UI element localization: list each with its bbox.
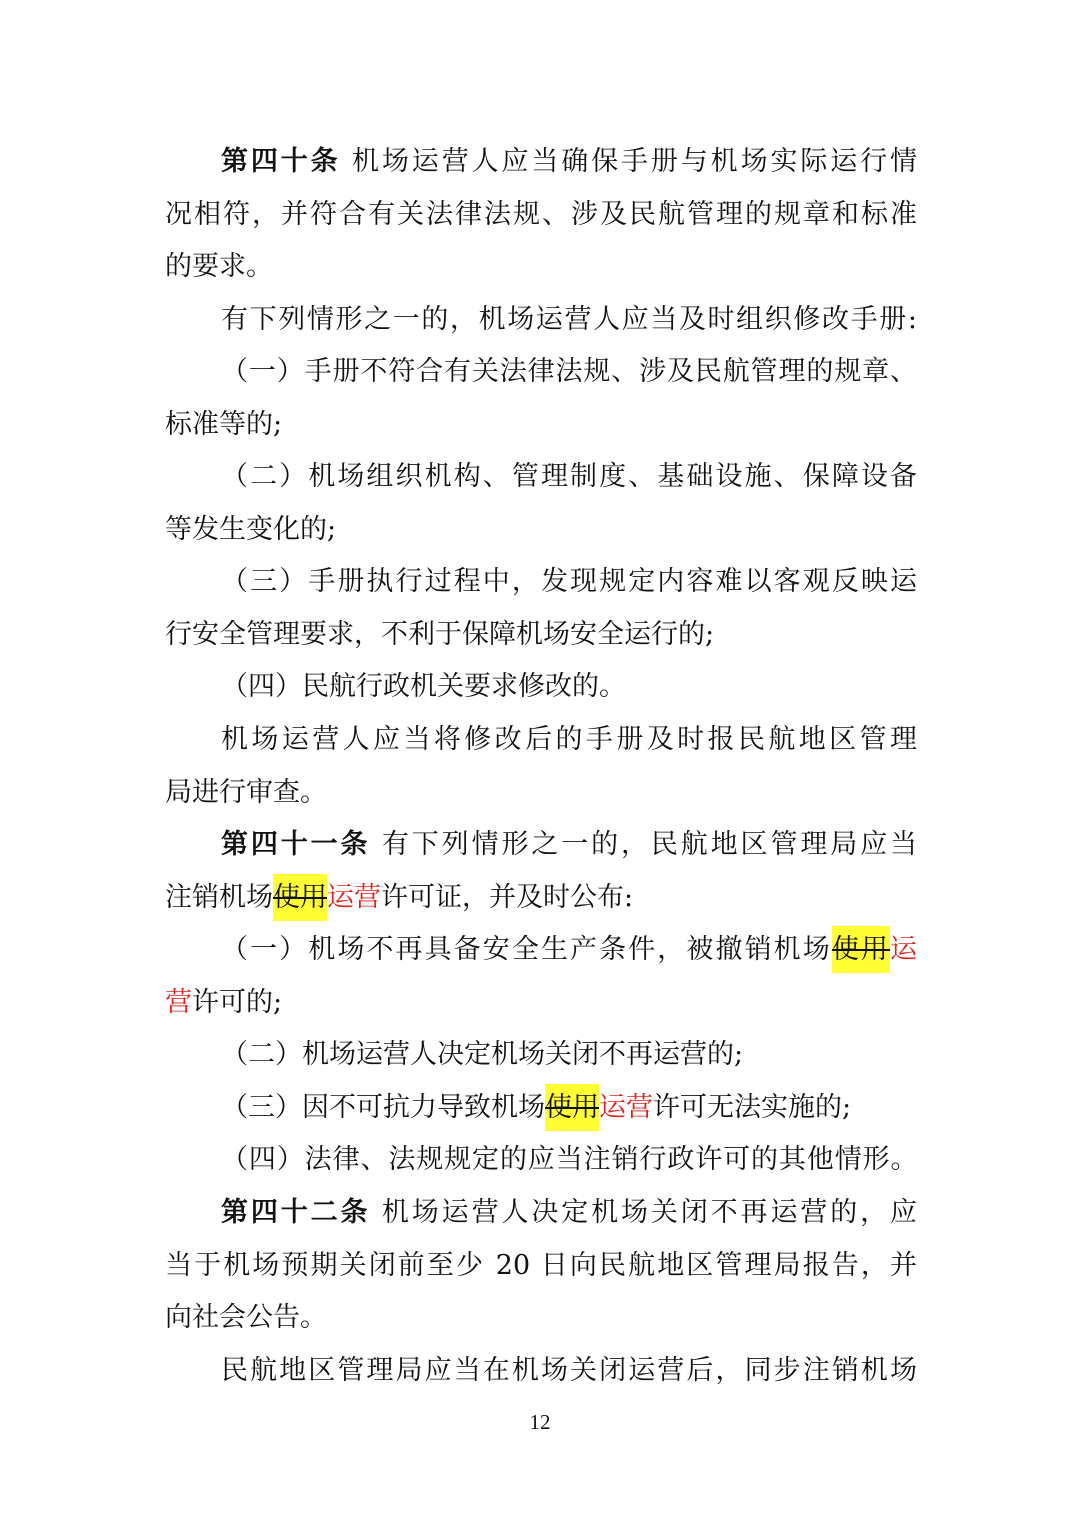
article-40-item-2-b: 等发生变化的; (165, 514, 337, 545)
article-42-line-3: 向社会公告。 (165, 1302, 327, 1333)
article-41-title: 第四十一条 (221, 829, 371, 860)
deleted-text: 使用 (832, 926, 890, 973)
inserted-text: 运营 (327, 882, 381, 913)
article-40-line-2: 况相符，并符合有关法律法规、涉及民航管理的规章和标准 (165, 199, 917, 230)
article-42-line-2: 当于机场预期关闭前至少 20 日向民航地区管理局报告，并 (165, 1250, 917, 1281)
article-42-title: 第四十二条 (221, 1197, 371, 1228)
article-41-item-2: （二）机场运营人决定机场关闭不再运营的; (221, 1039, 744, 1070)
inserted-text: 运 (890, 934, 918, 965)
article-42-para-2: 民航地区管理局应当在机场关闭运营后，同步注销机场 (221, 1355, 917, 1386)
article-40-item-2-a: （二）机场组织机构、管理制度、基础设施、保障设备 (221, 461, 917, 492)
article-40-item-4: （四）民航行政机关要求修改的。 (221, 671, 626, 702)
article-41-item-1-a: （一）机场不再具备安全生产条件，被撤销机场使用运 (221, 924, 917, 976)
article-41-line-2: 注销机场使用运营许可证，并及时公布: (165, 872, 917, 924)
article-41-item-4: （四）法律、法规规定的应当注销行政许可的其他情形。 (221, 1144, 917, 1175)
article-40-title: 第四十条 (221, 146, 341, 177)
article-40-para-2: 有下列情形之一的，机场运营人应当及时组织修改手册: (221, 304, 917, 335)
page-number: 12 (529, 1410, 551, 1434)
deleted-text: 使用 (545, 1084, 599, 1131)
article-40-line-1: 第四十条 机场运营人应当确保手册与机场实际运行情 (221, 146, 918, 177)
article-42-line-1: 第四十二条 机场运营人决定机场关闭不再运营的，应 (221, 1197, 917, 1228)
article-40-line-3: 的要求。 (165, 251, 273, 282)
article-40-item-3-a: （三）手册执行过程中，发现规定内容难以客观反映运 (221, 566, 917, 597)
article-40-item-1-b: 标准等的; (165, 409, 283, 440)
inserted-text: 运营 (599, 1092, 653, 1123)
article-40-para-3-a: 机场运营人应当将修改后的手册及时报民航地区管理 (221, 724, 917, 755)
deleted-text: 使用 (273, 874, 327, 921)
article-41-line-1: 第四十一条 有下列情形之一的，民航地区管理局应当 (221, 829, 917, 860)
article-40-item-1-a: （一）手册不符合有关法律法规、涉及民航管理的规章、 (221, 356, 917, 387)
article-40-para-3-b: 局进行审查。 (165, 777, 327, 808)
article-41-item-1-b: 营许可的; (165, 987, 283, 1018)
article-40-item-3-b: 行安全管理要求，不利于保障机场安全运行的; (165, 619, 715, 650)
article-41-item-3: （三）因不可抗力导致机场使用运营许可无法实施的; (221, 1082, 917, 1134)
inserted-text: 营 (165, 987, 192, 1018)
